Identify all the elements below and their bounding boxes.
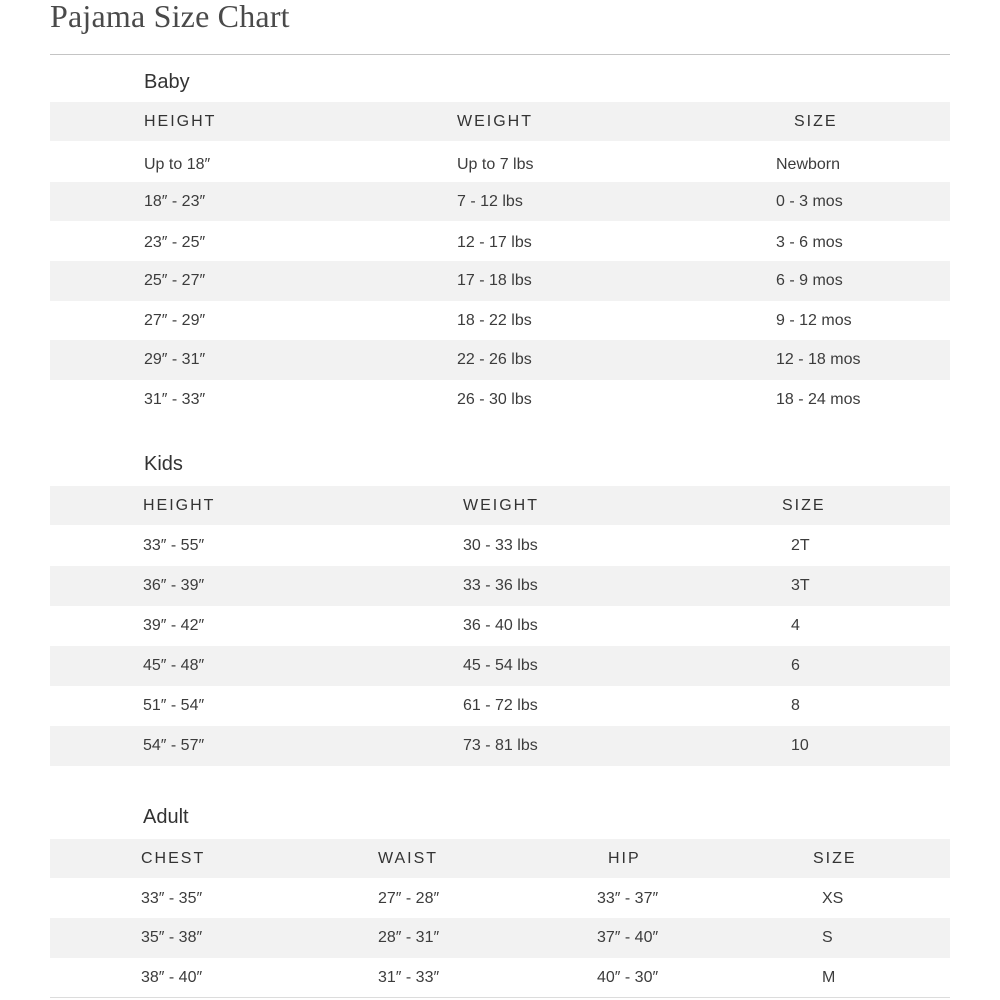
weight-cell: 61 - 72 lbs	[463, 697, 538, 714]
size-cell: 8	[791, 697, 800, 714]
kids-section-title: Kids	[144, 453, 183, 475]
baby-header-weight: WEIGHT	[457, 112, 533, 130]
kids-header-weight: WEIGHT	[463, 496, 539, 514]
waist-cell: 31″ - 33″	[378, 968, 440, 986]
adult-header-row	[50, 839, 950, 878]
baby-header-row	[50, 102, 950, 141]
weight-cell: 17 - 18 lbs	[457, 272, 532, 289]
size-cell: 6 - 9 mos	[776, 272, 843, 289]
size-cell: 10	[791, 737, 809, 754]
kids-header-row	[50, 486, 950, 525]
height-cell: 18″ - 23″	[144, 192, 206, 210]
table-row	[50, 958, 950, 997]
kids-header-height: HEIGHT	[143, 496, 216, 514]
table-row	[50, 566, 950, 606]
hip-cell: 37″ - 40″	[597, 929, 659, 946]
height-cell: 51″ - 54″	[143, 697, 205, 714]
height-cell: 29″ - 31″	[144, 351, 206, 368]
size-cell: 0 - 3 mos	[776, 192, 843, 210]
weight-cell: 45 - 54 lbs	[463, 657, 538, 674]
table-row	[50, 879, 950, 918]
size-cell: 3 - 6 mos	[776, 233, 843, 251]
adult-header-chest: CHEST	[141, 849, 206, 867]
table-row	[50, 261, 950, 301]
weight-cell: 7 - 12 lbs	[457, 192, 523, 210]
table-row	[50, 686, 950, 726]
size-cell: M	[822, 968, 836, 986]
page-title: Pajama Size Chart	[50, 0, 290, 34]
hip-cell: 33″ - 37″	[597, 889, 659, 907]
table-row	[50, 182, 950, 221]
size-cell: S	[822, 929, 833, 946]
waist-cell: 28″ - 31″	[378, 929, 440, 946]
height-cell: 25″ - 27″	[144, 272, 206, 289]
baby-section-title: Baby	[144, 71, 190, 93]
adult-header-waist: WAIST	[378, 849, 439, 867]
table-bottom-border	[50, 997, 950, 998]
chest-cell: 33″ - 35″	[141, 889, 203, 907]
table-row	[50, 606, 950, 646]
height-cell: 27″ - 29″	[144, 311, 206, 329]
baby-header-size: SIZE	[794, 112, 838, 130]
height-cell: 39″ - 42″	[143, 617, 205, 634]
table-row	[50, 223, 950, 262]
weight-cell: 36 - 40 lbs	[463, 617, 538, 634]
size-cell: 6	[791, 657, 800, 674]
size-cell: 12 - 18 mos	[776, 351, 861, 368]
title-divider	[50, 54, 950, 55]
height-cell: 31″ - 33″	[144, 390, 206, 408]
adult-header-hip: HIP	[608, 849, 641, 867]
table-row	[50, 145, 950, 184]
adult-section-title: Adult	[143, 806, 189, 828]
adult-header-size: SIZE	[813, 849, 857, 867]
weight-cell: 73 - 81 lbs	[463, 737, 538, 754]
height-cell: Up to 18″	[144, 155, 211, 173]
baby-header-height: HEIGHT	[144, 112, 217, 130]
table-row	[50, 726, 950, 766]
weight-cell: 30 - 33 lbs	[463, 537, 538, 554]
hip-cell: 40″ - 30″	[597, 968, 659, 986]
table-row	[50, 646, 950, 686]
size-cell: 4	[791, 617, 800, 634]
table-row	[50, 918, 950, 958]
chest-cell: 35″ - 38″	[141, 929, 203, 946]
weight-cell: Up to 7 lbs	[457, 155, 534, 173]
size-cell: 2T	[791, 537, 810, 554]
size-cell: XS	[822, 889, 844, 907]
height-cell: 54″ - 57″	[143, 737, 205, 754]
table-row	[50, 301, 950, 340]
height-cell: 23″ - 25″	[144, 233, 206, 251]
weight-cell: 22 - 26 lbs	[457, 351, 532, 368]
table-row	[50, 380, 950, 419]
table-row	[50, 526, 950, 566]
weight-cell: 26 - 30 lbs	[457, 390, 532, 408]
waist-cell: 27″ - 28″	[378, 889, 440, 907]
weight-cell: 33 - 36 lbs	[463, 577, 538, 594]
weight-cell: 18 - 22 lbs	[457, 311, 532, 329]
size-cell: Newborn	[776, 155, 841, 173]
size-cell: 18 - 24 mos	[776, 390, 861, 408]
table-row	[50, 340, 950, 380]
chest-cell: 38″ - 40″	[141, 968, 203, 986]
kids-header-size: SIZE	[782, 496, 826, 514]
size-cell: 9 - 12 mos	[776, 311, 852, 329]
size-cell: 3T	[791, 577, 810, 594]
height-cell: 36″ - 39″	[143, 577, 205, 594]
weight-cell: 12 - 17 lbs	[457, 233, 532, 251]
height-cell: 33″ - 55″	[143, 537, 205, 554]
height-cell: 45″ - 48″	[143, 657, 205, 674]
